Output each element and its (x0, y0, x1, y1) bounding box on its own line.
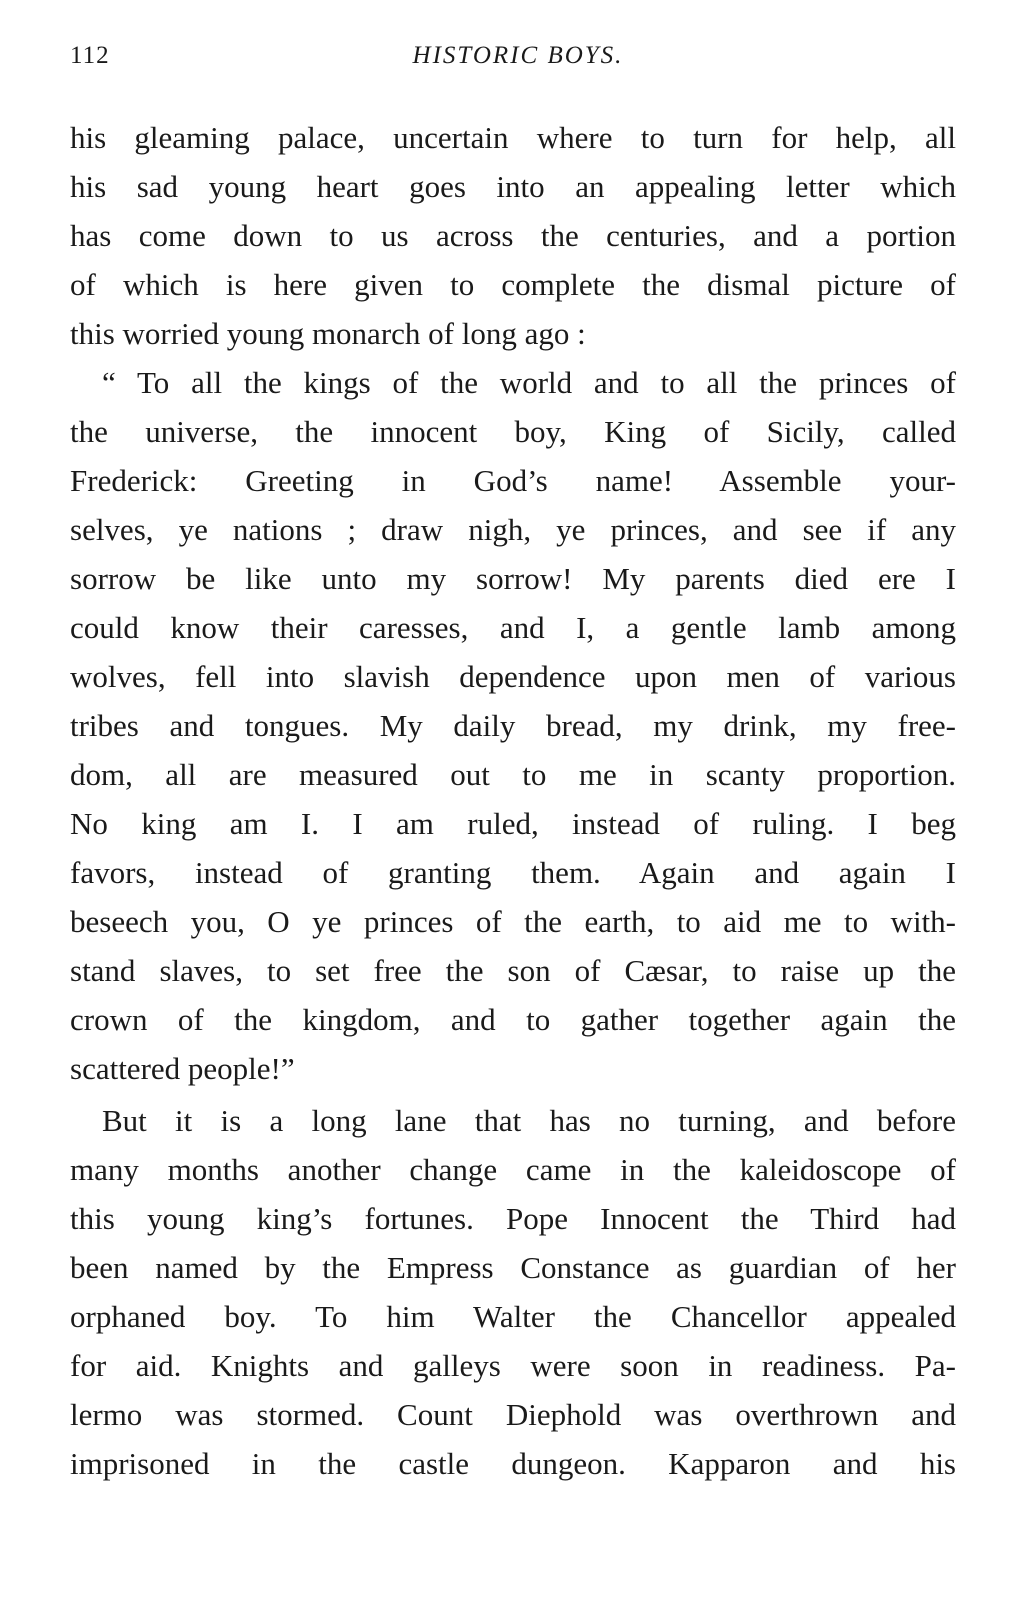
text-line: tribes and tongues. My daily bread, my drink, my free- (70, 708, 956, 743)
text-line: lermo was stormed. Count Diephold was overthrown and (70, 1397, 956, 1432)
text-line: imprisoned in the castle dungeon. Kapparon and his (70, 1446, 956, 1481)
page-header (70, 42, 956, 82)
text-line: scattered people!” (70, 1051, 295, 1086)
text-line: many months another change came in the kaleidoscope of (70, 1152, 956, 1187)
text-line: No king am I. I am ruled, instead of ruling. I beg (70, 806, 956, 841)
text-line: favors, instead of granting them. Again and again I (70, 855, 956, 890)
text-line: could know their caresses, and I, a gentle lamb among (70, 610, 956, 645)
text-line: Frederick: Greeting in God’s name! Assemble your- (70, 463, 956, 498)
text-line: stand slaves, to set free the son of Cæsar, to raise up the (70, 953, 956, 988)
running-head: HISTORIC BOYS. (412, 42, 624, 69)
text-line: the universe, the innocent boy, King of Sicily, called (70, 414, 956, 449)
page-number: 112 (70, 42, 110, 69)
text-line: selves, ye nations ; draw nigh, ye princes, and see if any (70, 512, 956, 547)
text-line: “ To all the kings of the world and to all the princes of (102, 365, 956, 400)
body-text (70, 113, 956, 1488)
text-line: orphaned boy. To him Walter the Chancellor appealed (70, 1299, 956, 1334)
text-line: has come down to us across the centuries, and a portion (70, 218, 956, 253)
text-line: for aid. Knights and galleys were soon in readiness. Pa- (70, 1348, 956, 1383)
text-line: of which is here given to complete the dismal picture of (70, 267, 956, 302)
text-line: been named by the Empress Constance as guardian of her (70, 1250, 956, 1285)
text-line: this young king’s fortunes. Pope Innocent the Third had (70, 1201, 956, 1236)
text-line: wolves, fell into slavish dependence upon men of various (70, 659, 956, 694)
text-line: beseech you, O ye princes of the earth, to aid me to with- (70, 904, 956, 939)
text-line: sorrow be like unto my sorrow! My parents died ere I (70, 561, 956, 596)
text-line: crown of the kingdom, and to gather together again the (70, 1002, 956, 1037)
text-line: dom, all are measured out to me in scanty proportion. (70, 757, 956, 792)
text-line: But it is a long lane that has no turning, and before (102, 1103, 956, 1138)
text-line: his sad young heart goes into an appealing letter which (70, 169, 956, 204)
text-line: his gleaming palace, uncertain where to turn for help, all (70, 120, 956, 155)
text-line: this worried young monarch of long ago : (70, 316, 586, 351)
